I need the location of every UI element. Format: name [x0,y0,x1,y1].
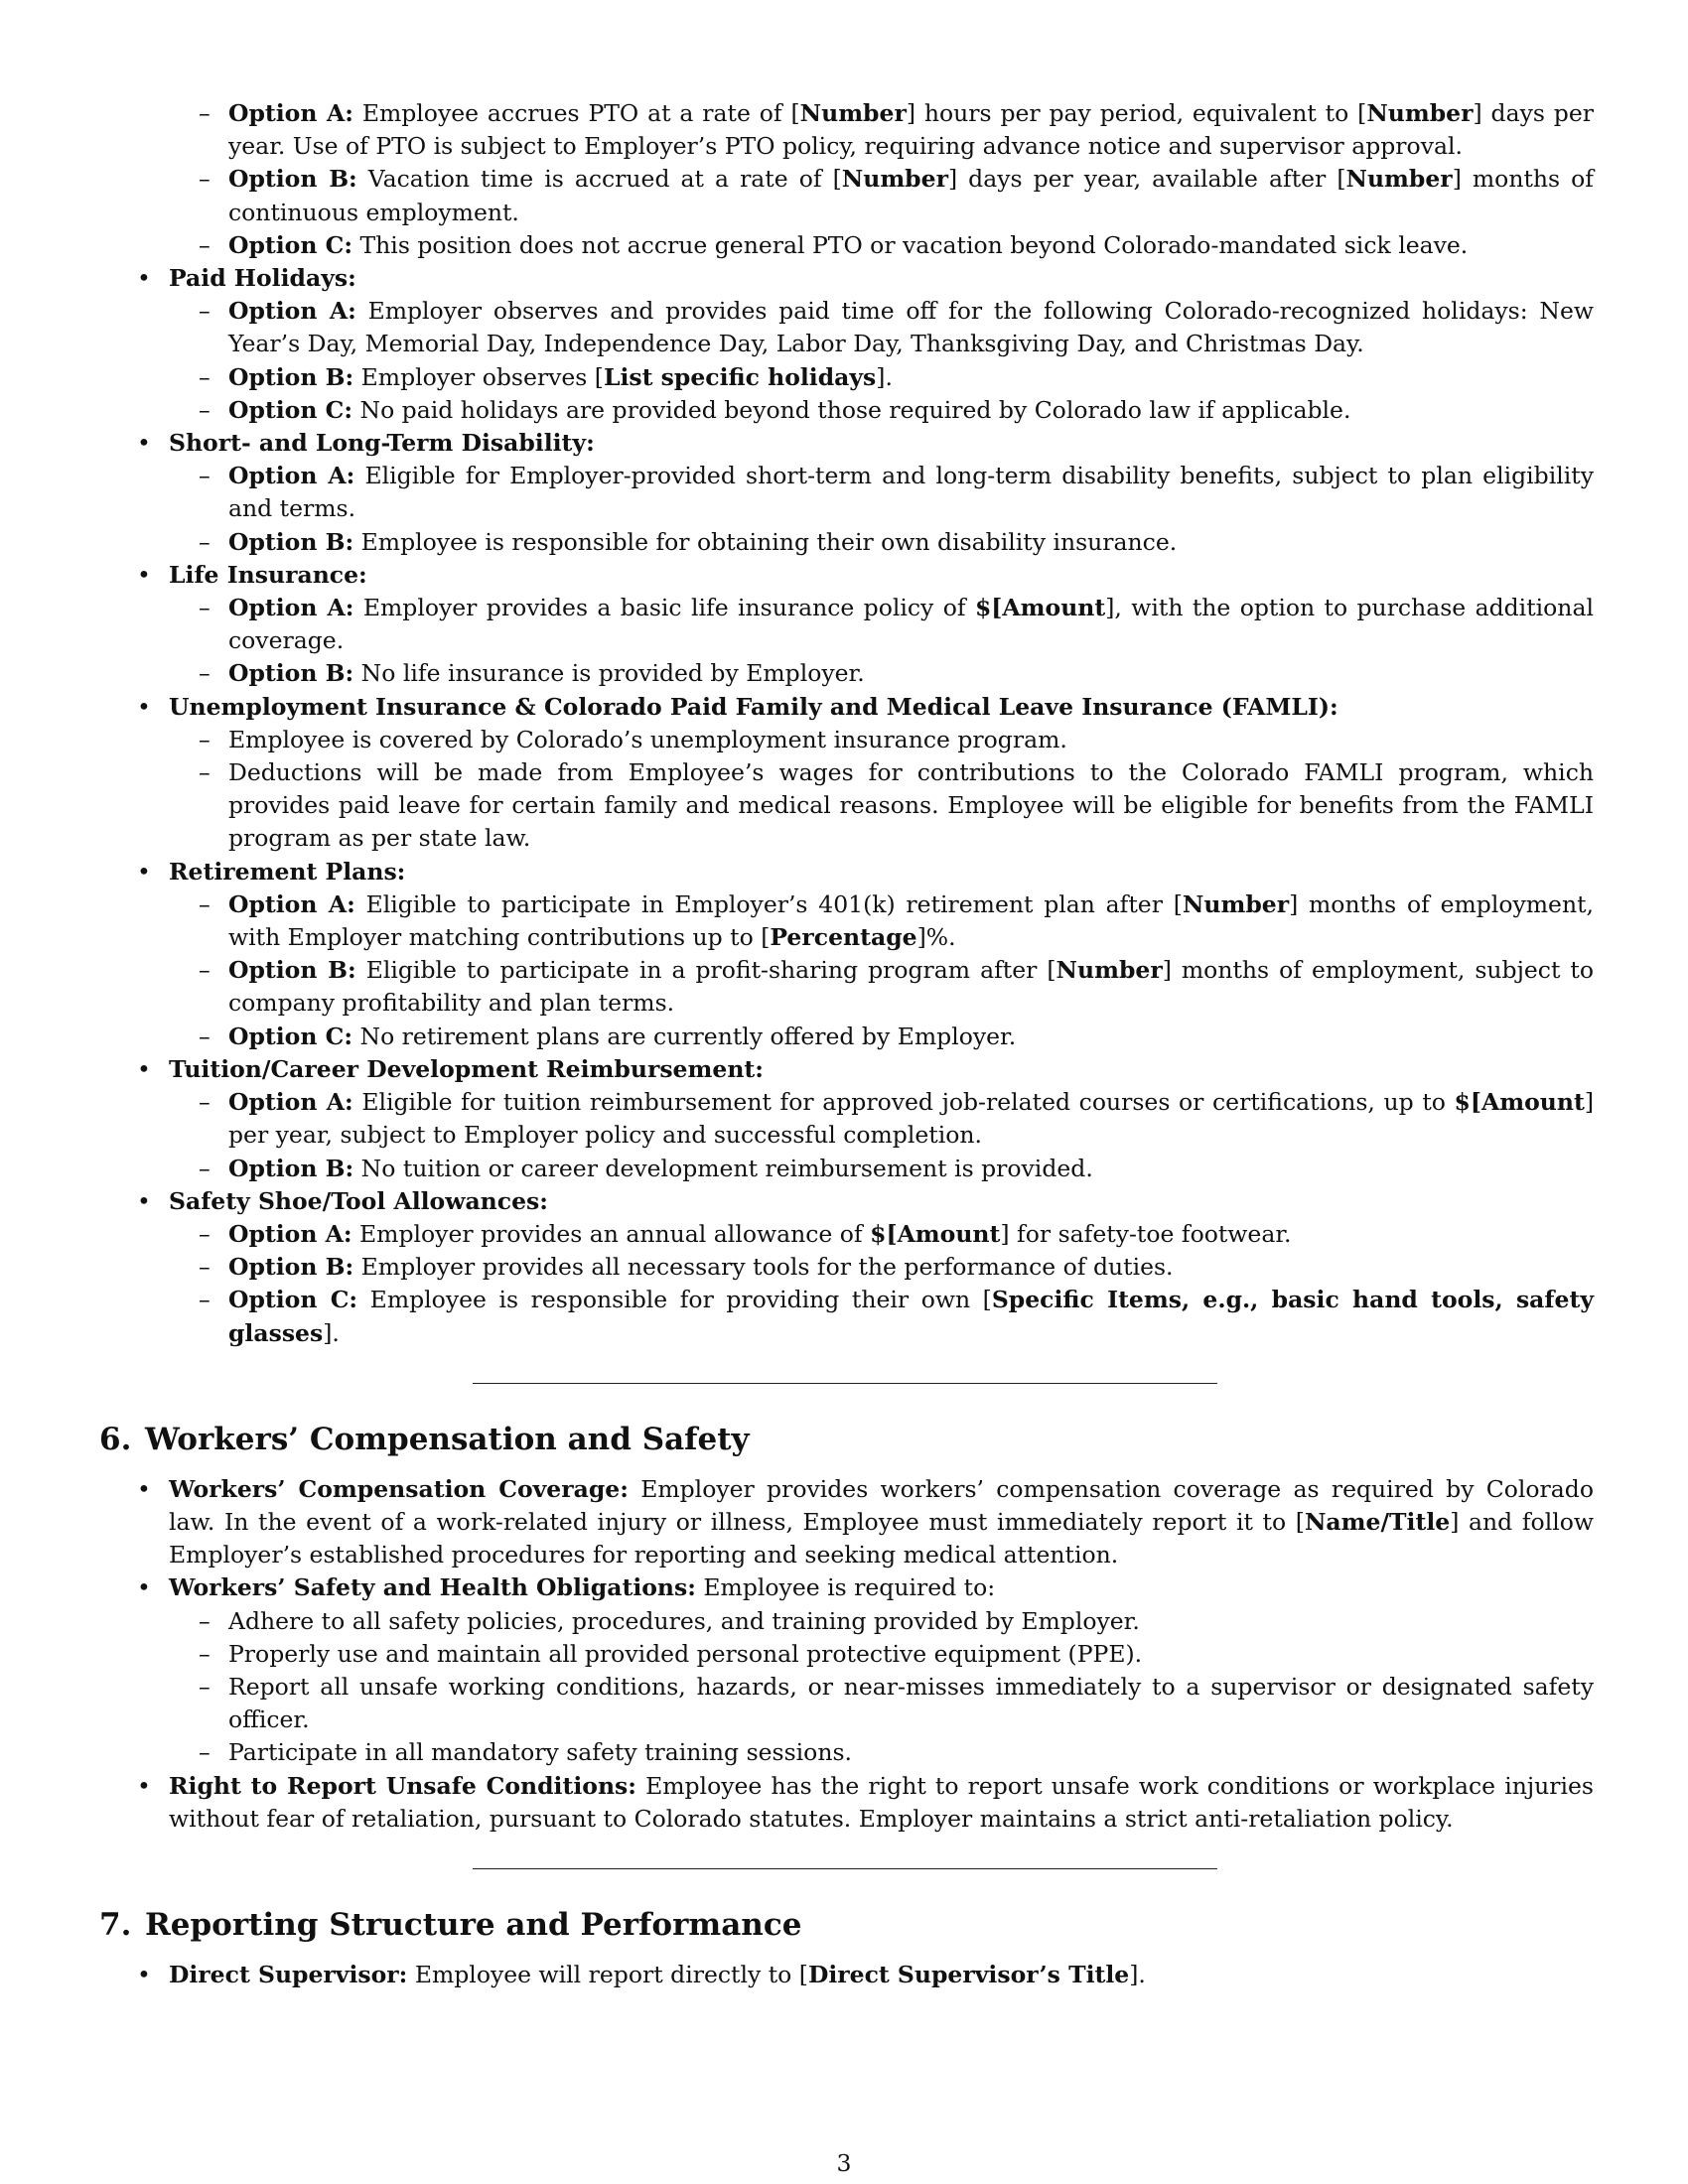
option-item [99,526,1594,559]
item-label: Direct Supervisor: [169,1960,408,1988]
bullet-item [99,1959,1594,1991]
page-number: 3 [836,2149,852,2177]
item-label: Option A: [228,889,355,918]
benefit-heading-label: Retirement Plans: [169,857,406,886]
benefit-heading [99,427,1594,460]
item-text: ]. [1129,1960,1146,1988]
option-item [99,163,1594,228]
option-item [99,592,1594,657]
item-label: Workers’ Safety and Health Obligations: [169,1573,696,1602]
option-item [99,229,1594,262]
option-item [99,888,1594,954]
section-title: Reporting Structure and Performance [145,1906,802,1943]
item-text: Report all unsafe working conditions, hazards, or near-misses immediately to a supervisor or designated safety officer. [228,1672,1594,1734]
item-text: ] per year, subject to Employer policy and successful completion. [228,1088,1594,1150]
benefit-heading [99,691,1594,724]
placeholder-field: $[Amount [974,594,1106,622]
option-item [99,1638,1594,1671]
item-label: Option B: [228,1154,354,1182]
item-text: ] days per year. Use of PTO is subject to Employer’s PTO policy, requiring advance notice and supervisor approval. [228,99,1594,161]
item-text: Employee is covered by Colorado’s unemployment insurance program. [228,725,1067,753]
item-text: Employee is responsible for providing their own [ [369,1286,992,1314]
benefit-heading-label: Paid Holidays: [169,264,356,293]
item-label: Option B: [228,956,356,985]
option-item [99,460,1594,525]
item-text: Employee will report directly to [ [407,1960,808,1988]
item-label: Option B: [228,165,357,194]
item-label: Option C: [228,1022,353,1050]
item-text: Eligible to participate in Employer’s 401(k) retirement plan after [ [365,889,1183,918]
item-label: Option C: [228,1286,358,1314]
placeholder-field: Specific Items, e.g., basic hand tools, safety glasses [228,1286,1594,1347]
option-item [99,1605,1594,1638]
option-item [99,756,1594,856]
item-text: Employer provides workers’ compensation coverage as required by Colorado law. In the event of a work-related injury or illness, Employee must immediately report it to [ [169,1474,1594,1536]
item-text: Eligible for tuition reimbursement for approved job-related courses or certifications, up to [361,1088,1455,1117]
item-text: ] days per year, available after [ [947,165,1346,194]
item-text: ], with the option to purchase additional coverage. [228,594,1594,655]
placeholder-field: Name/Title [1304,1507,1451,1536]
item-label: Option A: [228,1088,353,1117]
option-item [99,361,1594,394]
item-label: Option A: [228,297,356,326]
item-text: ] hours per pay period, equivalent to [ [906,99,1367,127]
item-text: Properly use and maintain all provided personal protective equipment (PPE). [228,1639,1143,1668]
placeholder-field: Number [841,165,948,194]
benefit-heading-label: Tuition/Career Development Reimbursement: [169,1054,764,1083]
item-label: Option A: [228,594,354,622]
option-item [99,1021,1594,1053]
option-item [99,1736,1594,1769]
section-number: 6. [99,1421,132,1457]
item-text: Employee is required to: [695,1573,996,1602]
item-text: No tuition or career development reimbursement is provided. [360,1154,1093,1182]
item-text: Deductions will be made from Employee’s wages for contributions to the Colorado FAMLI program, which provides paid leave for certain family and medical reasons. Employee will be eligible for benefits from the FAMLI program as per state law. [228,758,1594,853]
item-text: Employer provides an annual allowance of [359,1219,871,1248]
option-item [99,1218,1594,1251]
option-item [99,954,1594,1020]
option-item [99,657,1594,690]
item-text: ] months of employment, subject to company profitability and plan terms. [228,956,1594,1018]
item-text: ] months of employment, with Employer matching contributions up to [ [228,889,1594,952]
item-text: ]%. [916,923,956,952]
item-label: Option C: [228,230,353,259]
option-item [99,1086,1594,1152]
item-label: Option A: [228,1219,352,1248]
item-text: Employee has the right to report unsafe work conditions or workplace injuries without fear of retaliation, pursuant to Colorado statutes. Employer maintains a strict anti-retaliation policy. [169,1771,1594,1833]
placeholder-field: $[Amount [870,1219,1001,1248]
placeholder-field: Percentage [770,923,917,952]
item-text: Employer provides all necessary tools for the performance of duties. [360,1253,1174,1282]
item-text: ] for safety-toe footwear. [1000,1219,1292,1248]
item-label: Option B: [228,362,354,391]
item-text: Adhere to all safety policies, procedures, and training provided by Employer. [228,1606,1140,1635]
bullet-item [99,1473,1594,1572]
item-text: Eligible for Employer-provided short-term and long-term disability benefits, subject to plan eligibility and terms. [228,462,1594,523]
page-content [99,97,1594,1991]
item-text: ] months of continuous employment. [228,165,1594,226]
option-item [99,1251,1594,1284]
item-label: Option C: [228,395,353,424]
item-text: No paid holidays are provided beyond those required by Colorado law if applicable. [359,395,1351,424]
item-label: Option B: [228,1253,354,1282]
reporting-list [99,1959,1594,1991]
benefit-heading-label: Unemployment Insurance & Colorado Paid Family and Medical Leave Insurance (FAMLI): [169,692,1338,721]
option-item [99,1284,1594,1349]
benefit-heading [99,559,1594,592]
item-text: This position does not accrue general PTO or vacation beyond Colorado-mandated sick leave. [359,230,1469,259]
item-text: Vacation time is accrued at a rate of [ [367,165,842,194]
placeholder-field: Number [1182,889,1290,918]
item-text: ]. [876,362,893,391]
placeholder-field: Number [1055,956,1163,985]
benefit-heading-label: Short- and Long-Term Disability: [169,429,595,458]
benefit-heading [99,1053,1594,1086]
bullet-item [99,1571,1594,1604]
item-label: Option A: [228,99,353,127]
item-text: Employee accrues PTO at a rate of [ [361,99,800,127]
section-heading-7 [99,1905,1594,1945]
benefit-heading-label: Life Insurance: [169,560,367,589]
placeholder-field: List specific holidays [603,362,877,391]
item-text: No life insurance is provided by Employer. [360,659,865,688]
item-text: Employer provides a basic life insurance policy of [362,594,975,622]
item-label: Workers’ Compensation Coverage: [169,1474,629,1503]
option-item [99,1153,1594,1185]
benefits-list [99,97,1594,1350]
placeholder-field: Direct Supervisor’s Title [807,1960,1130,1988]
section-title: Workers’ Compensation and Safety [145,1421,750,1457]
bullet-item [99,1770,1594,1836]
option-item [99,1671,1594,1736]
item-label: Option A: [228,462,355,490]
item-label: Option B: [228,659,354,688]
item-text: ] and follow Employer’s established procedures for reporting and seeking medical attention. [169,1507,1594,1570]
item-text: ]. [323,1318,340,1347]
item-label: Right to Report Unsafe Conditions: [169,1771,636,1800]
placeholder-field: Number [799,99,907,127]
benefit-heading [99,1185,1594,1218]
item-text: Eligible to participate in a profit-sharing program after [ [365,956,1056,985]
benefit-heading [99,262,1594,295]
item-label: Option B: [228,527,354,556]
option-item [99,295,1594,360]
section-heading-6 [99,1420,1594,1459]
benefit-heading [99,856,1594,888]
item-text: Participate in all mandatory safety training sessions. [228,1738,852,1767]
benefit-heading-label: Safety Shoe/Tool Allowances: [169,1186,548,1215]
placeholder-field: Number [1345,165,1453,194]
option-item [99,724,1594,756]
item-text: Employee is responsible for obtaining their own disability insurance. [360,527,1178,556]
placeholder-field: $[Amount [1454,1088,1585,1117]
item-text: No retirement plans are currently offered by Employer. [359,1022,1017,1050]
item-text: Employer observes and provides paid time off for the following Colorado-recognized holidays: New Year’s Day, Memorial Day, Independence Day, Labor Day, Thanksgiving Day, and Christmas Day. [228,297,1594,358]
placeholder-field: Number [1366,99,1474,127]
section-number: 7. [99,1906,132,1943]
item-text: Employer observes [ [360,362,604,391]
option-item [99,97,1594,163]
workers-comp-list [99,1473,1594,1836]
option-item [99,394,1594,427]
